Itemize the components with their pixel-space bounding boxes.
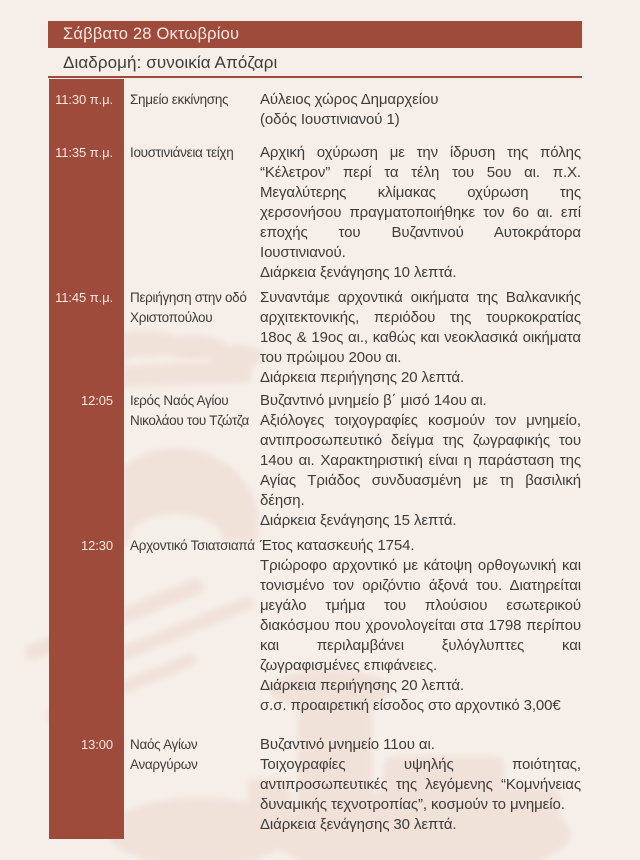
date-header-label: Σάββατο 28 Οκτωβρίου xyxy=(63,25,240,43)
schedule-row xyxy=(49,90,581,130)
row-title: Αρχοντικό Τσιατσιαπά xyxy=(130,538,255,553)
description-paragraph: Διάρκεια ξενάγησης 10 λεπτά. xyxy=(260,264,457,281)
description-paragraph: (οδός Ιουστινιανού 1) xyxy=(260,111,400,128)
row-time: 13:00 xyxy=(80,737,113,752)
description-paragraph: Συναντάμε αρχοντικά οικήματα της Βαλκανικής αρχιτεκτονικής, περιόδου της τουρκοκρατίας 18ος & 19ος αι., καθώς και νεοκλασικά οικήματα του πρώιμου 20ου αι. xyxy=(260,289,581,366)
row-title: Ιουστινιάνεια τείχη xyxy=(130,145,234,160)
description-paragraph: Διάρκεια περιήγησης 20 λεπτά. xyxy=(260,369,465,386)
description-paragraph: Έτος κατασκευής 1754. xyxy=(260,537,415,554)
description-paragraph: Αξιόλογες τοιχογραφίες κοσμούν τον μνημείο, αντιπροσωπευτικό δείγμα της ζωγραφικής του 14ου αι. Χαρακτηριστική είναι η παράσταση της Αγίας Τριάδος συνδυασμένη με τη βασιλική δέηση. xyxy=(260,412,581,509)
row-description xyxy=(260,391,581,531)
description-paragraph: Διάρκεια περιήγησης 20 λεπτά. xyxy=(260,677,465,694)
description-paragraph: σ.σ. προαιρετική είσοδος στο αρχοντικό 3,00€ xyxy=(260,697,561,714)
description-paragraph: Τοιχογραφίες υψηλής ποιότητας, αντιπροσωπευτικές της λεγόμενης “Κομνήνειας δυναμικής τεχνοτροπίας”, κοσμούν το μνημείο. xyxy=(260,756,581,813)
row-title: Ιερός Ναός Αγίου Νικολάου του Τζώτζα xyxy=(130,393,250,428)
row-title: Ναός Αγίων Αναργύρων xyxy=(130,737,198,772)
row-title: Περιήγηση στην οδό Χριστοπούλου xyxy=(130,290,247,325)
schedule-row xyxy=(49,288,581,388)
description-paragraph: Αύλειος χώρος Δημαρχείου xyxy=(260,91,439,108)
row-description xyxy=(260,735,581,835)
description-paragraph: Διάρκεια ξενάγησης 15 λεπτά. xyxy=(260,512,457,529)
row-description xyxy=(260,288,581,388)
row-time: 11:30 π.μ. xyxy=(55,92,113,107)
schedule-row xyxy=(49,536,581,716)
row-description xyxy=(260,536,581,716)
row-title: Σημείο εκκίνησης xyxy=(130,92,229,107)
schedule xyxy=(49,0,581,860)
schedule-row xyxy=(49,391,581,531)
route-subheader: Διαδρομή: συνοικία Απόζαρι xyxy=(63,53,278,72)
description-paragraph: Βυζαντινό μνημείο 11ου αι. xyxy=(260,736,435,753)
description-paragraph: Βυζαντινό μνημείο β΄ μισό 14ου αι. xyxy=(260,392,487,409)
description-paragraph: Τριώροφο αρχοντικό με κάτοψη ορθογωνική και τονισμένο τον οριζόντιο άξονά του. Διατηρείται μεγάλο τμήμα του πλούσιου εσωτερικού διακόσμου που χρονολογείται στα 1798 περίπου και περιλαμβάνει ξυλόγλυπτες και ζωγραφισμένες επιφάνειες. xyxy=(260,557,581,674)
row-time: 12:30 xyxy=(80,538,113,553)
description-paragraph: Αρχική οχύρωση με την ίδρυση της πόλης “Κέλετρον” περί τα τέλη του 5ου αι. π.Χ. Μεγαλύτερης κλίμακας οχύρωση της χερσονήσου πραγματοποιήθηκε τον 6ο αι. επί εποχής του Βυζαντινού Αυτοκράτορα Ιουστινιανού. xyxy=(260,144,581,261)
row-time: 12:05 xyxy=(80,393,113,408)
row-time: 11:35 π.μ. xyxy=(55,145,113,160)
row-time: 11:45 π.μ. xyxy=(55,290,113,305)
schedule-row xyxy=(49,735,581,835)
description-paragraph: Διάρκεια ξενάγησης 30 λεπτά. xyxy=(260,816,457,833)
row-description xyxy=(260,90,581,130)
schedule-row xyxy=(49,143,581,283)
row-description xyxy=(260,143,581,283)
